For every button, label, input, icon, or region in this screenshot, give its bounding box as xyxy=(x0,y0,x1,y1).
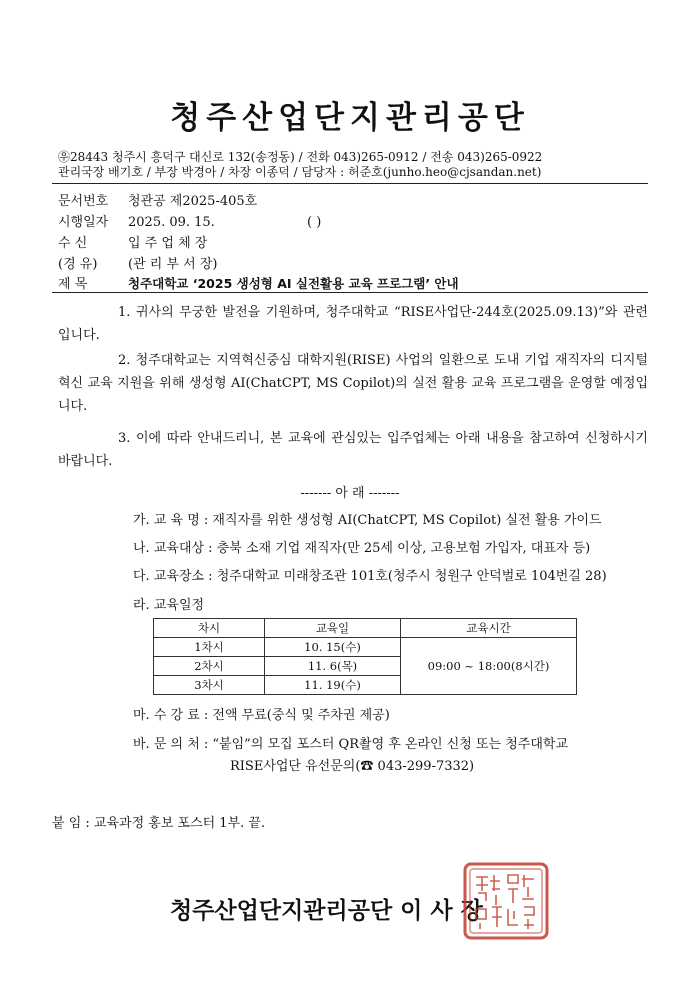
paragraph-1 xyxy=(58,301,648,347)
via: (관 리 부 서 장) xyxy=(128,257,218,272)
attachment-line: 붙 임 : 교육과정 홍보 포스터 1부. 끝. xyxy=(52,816,266,831)
recipient-row xyxy=(58,232,207,251)
document-number-row xyxy=(58,190,257,209)
via-row xyxy=(58,253,217,272)
date-cell: 11. 6(목) xyxy=(265,657,401,676)
signature-line: 청주산업단지관리공단 이 사 장 xyxy=(170,898,483,924)
paragraph-3 xyxy=(58,427,648,473)
subject-label: 제 목 xyxy=(58,277,88,292)
issue-date: 2025. 09. 15. xyxy=(128,215,215,230)
table-header-row xyxy=(154,619,577,638)
document-number: 청관공 제2025-405호 xyxy=(128,194,258,209)
official-seal-stamp xyxy=(462,861,550,941)
session-cell: 2차시 xyxy=(154,657,265,676)
paragraph-1-text: 1. 귀사의 무궁한 발전을 기원하며, 청주대학교 “RISE사업단-244호(2025.09.13)”와 관련입니다. xyxy=(58,305,648,343)
subject: 청주대학교 ‘2025 생성형 AI 실전활용 교육 프로그램’ 안내 xyxy=(128,276,459,291)
organization-title: 청주산업단지관리공단 xyxy=(170,100,530,136)
item-schedule: 라. 교육일정 xyxy=(133,598,205,613)
session-cell: 1차시 xyxy=(154,638,265,657)
recipient-label: 수 신 xyxy=(58,236,88,251)
date-cell: 11. 19(수) xyxy=(265,676,401,695)
paragraph-2 xyxy=(58,349,648,418)
issue-date-label: 시행일자 xyxy=(58,215,109,230)
date-cell: 10. 15(수) xyxy=(265,638,401,657)
item-course-name: 가. 교 육 명 : 재직자를 위한 생성형 AI(ChatCPT, MS Copilot) 실전 활용 가이드 xyxy=(133,513,602,528)
schedule-table xyxy=(153,618,577,695)
header-time: 교육시간 xyxy=(401,619,577,638)
header-date: 교육일 xyxy=(265,619,401,638)
paragraph-2-text: 2. 청주대학교는 지역혁신중심 대학지원(RISE) 사업의 일환으로 도내 기업 재직자의 디지털 혁신 교육 지원을 위해 생성형 AI(ChatCPT, MS Copilot)의 실전 활용 교육 프로그램을 운영할 예정입니다. xyxy=(58,353,648,414)
subject-row xyxy=(58,273,459,292)
address-line: ㉾28443 청주시 흥덕구 대신로 132(송정동) / 전화 043)265-0912 / 전송 043)265-0922 xyxy=(58,150,543,164)
staff-line: 관리국장 배기호 / 부장 박경아 / 차장 이종덕 / 담당자 : 허준호(junho.heo@cjsandan.net) xyxy=(58,165,542,179)
header-session: 차시 xyxy=(154,619,265,638)
below-marker: ------- 아 래 ------- xyxy=(300,486,400,501)
issue-date-paren: ( ) xyxy=(306,215,322,230)
item-target: 나. 교육대상 : 충북 소재 기업 재직자(만 25세 이상, 고용보험 가입자, 대표자 등) xyxy=(133,541,591,556)
issue-date-row xyxy=(58,211,321,230)
item-fee: 마. 수 강 료 : 전액 무료(중식 및 주차권 제공) xyxy=(133,708,390,723)
document-number-label: 문서번호 xyxy=(58,194,109,209)
via-label: (경 유) xyxy=(58,257,98,272)
header-divider xyxy=(52,183,648,184)
recipient: 입 주 업 체 장 xyxy=(128,236,208,251)
item-venue: 다. 교육장소 : 청주대학교 미래창조관 101호(청주시 청원구 안덕벌로 104번길 28) xyxy=(133,569,607,584)
subject-divider xyxy=(52,292,648,293)
item-contact: 바. 문 의 처 : “붙임”의 모집 포스터 QR촬영 후 온라인 신청 또는 청주대학교 xyxy=(133,737,569,752)
time-cell: 09:00 ~ 18:00(8시간) xyxy=(401,638,577,695)
session-cell: 3차시 xyxy=(154,676,265,695)
table-row xyxy=(154,638,577,657)
paragraph-3-text: 3. 이에 따라 안내드리니, 본 교육에 관심있는 입주업체는 아래 내용을 참고하여 신청하시기 바랍니다. xyxy=(58,431,648,469)
item-contact-continued: RISE사업단 유선문의(☎ 043-299-7332) xyxy=(230,759,475,774)
